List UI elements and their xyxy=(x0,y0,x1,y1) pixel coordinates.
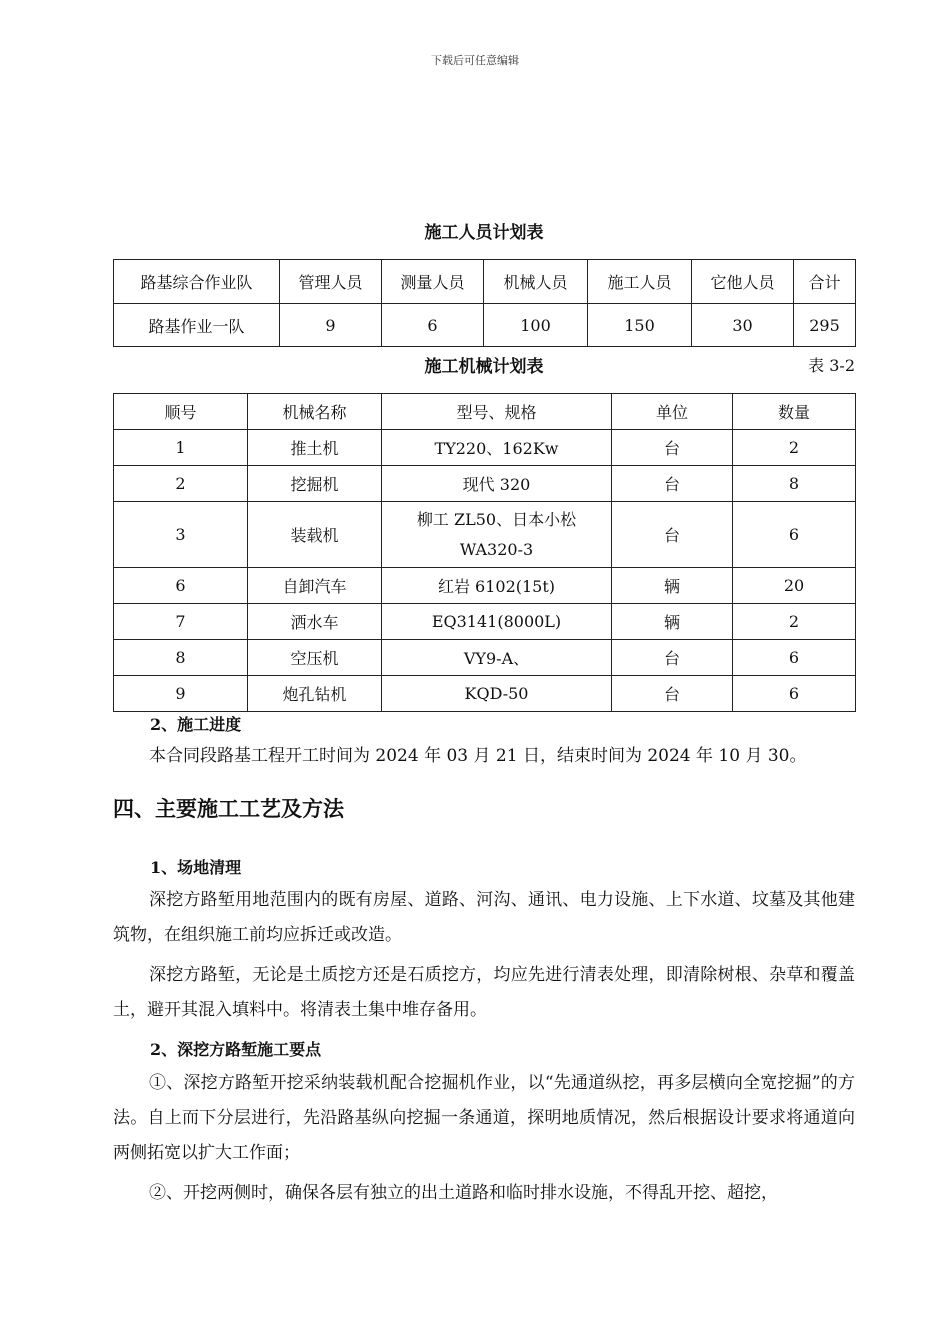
table-cell: 柳工 ZL50、日本小松 WA320-3 xyxy=(382,502,612,568)
table-cell: 6 xyxy=(733,502,856,568)
table-row xyxy=(114,430,856,466)
table-cell: 装载机 xyxy=(248,502,382,568)
table-cell: 30 xyxy=(692,304,794,347)
site-clearing-paragraph-1: 深挖方路堑用地范围内的既有房屋、道路、河沟、通讯、电力设施、上下水道、坟墓及其他建筑物，在组织施工前均应拆迁或改造。 xyxy=(113,890,855,945)
personnel-table xyxy=(113,259,856,347)
table-cell: 6 xyxy=(114,568,248,604)
table-cell: 6 xyxy=(733,676,856,712)
table-cell: 2 xyxy=(114,466,248,502)
header-cell: 数量 xyxy=(733,394,856,430)
table-row xyxy=(114,604,856,640)
table-cell: 辆 xyxy=(612,568,733,604)
cutting-paragraph-2: ②、开挖两侧时，确保各层有独立的出土道路和临时排水设施，不得乱开挖、超挖， xyxy=(149,1183,778,1203)
header-cell: 它他人员 xyxy=(692,260,794,304)
table-cell: TY220、162Kw xyxy=(382,430,612,466)
table-cell: 路基作业一队 xyxy=(114,304,280,347)
table-cell: 1 xyxy=(114,430,248,466)
cutting-heading: 2、深挖方路堑施工要点 xyxy=(150,1040,322,1059)
table-row xyxy=(114,568,856,604)
table-cell: 3 xyxy=(114,502,248,568)
progress-text: 本合同段路基工程开工时间为 2024 年 03 月 21 日，结束时间为 2024 年 10 月 30。 xyxy=(149,746,807,766)
header-cell: 施工人员 xyxy=(588,260,692,304)
header-cell: 机械人员 xyxy=(484,260,588,304)
table-row xyxy=(114,676,856,712)
table-cell: 洒水车 xyxy=(248,604,382,640)
header-cell: 路基综合作业队 xyxy=(114,260,280,304)
table-cell: 6 xyxy=(382,304,484,347)
machinery-table xyxy=(113,393,856,712)
table-cell: 8 xyxy=(114,640,248,676)
header-cell: 测量人员 xyxy=(382,260,484,304)
table-cell: VY9-A、 xyxy=(382,640,612,676)
table-cell: 台 xyxy=(612,466,733,502)
header-cell: 顺号 xyxy=(114,394,248,430)
machinery-table-title: 施工机械计划表 xyxy=(424,357,544,377)
table-cell: 9 xyxy=(114,676,248,712)
table-cell: 空压机 xyxy=(248,640,382,676)
table-cell: EQ3141(8000L) xyxy=(382,604,612,640)
header-cell: 合计 xyxy=(794,260,856,304)
header-cell: 单位 xyxy=(612,394,733,430)
table-cell: 295 xyxy=(794,304,856,347)
table-cell: 20 xyxy=(733,568,856,604)
header-cell: 机械名称 xyxy=(248,394,382,430)
table-row xyxy=(114,466,856,502)
table-cell: 150 xyxy=(588,304,692,347)
header-cell: 管理人员 xyxy=(280,260,382,304)
table-cell: 8 xyxy=(733,466,856,502)
table-cell: 红岩 6102(15t) xyxy=(382,568,612,604)
table-cell: 炮孔钻机 xyxy=(248,676,382,712)
table-cell: 6 xyxy=(733,640,856,676)
table-row xyxy=(114,304,856,347)
table-cell: 推土机 xyxy=(248,430,382,466)
table-cell: 辆 xyxy=(612,604,733,640)
site-clearing-paragraph-2: 深挖方路堑，无论是土质挖方还是石质挖方，均应先进行清表处理，即清除树根、杂草和覆盖土，避开其混入填料中。将清表土集中堆存备用。 xyxy=(113,965,855,1020)
cutting-paragraph-1: ①、深挖方路堑开挖采纳装载机配合挖掘机作业，以“先通道纵挖，再多层横向全宽挖掘”的方法。自上而下分层进行，先沿路基纵向挖掘一条通道，探明地质情况，然后根据设计要求将通道向两侧拓宽以扩大工作面； xyxy=(113,1073,855,1163)
table-cell: KQD-50 xyxy=(382,676,612,712)
table-cell: 自卸汽车 xyxy=(248,568,382,604)
section-heading: 四、主要施工工艺及方法 xyxy=(113,796,344,821)
table-row xyxy=(114,502,856,568)
header-cell: 型号、规格 xyxy=(382,394,612,430)
table-cell: 2 xyxy=(733,604,856,640)
table-cell: 现代 320 xyxy=(382,466,612,502)
site-clearing-heading: 1、场地清理 xyxy=(150,858,242,877)
table-number: 表 3-2 xyxy=(808,356,855,375)
progress-heading: 2、施工进度 xyxy=(150,715,242,734)
table-row xyxy=(114,640,856,676)
table-cell: 挖掘机 xyxy=(248,466,382,502)
table-cell: 7 xyxy=(114,604,248,640)
header-note: 下载后可任意编辑 xyxy=(431,54,519,67)
machinery-header-row xyxy=(114,394,856,430)
table-cell: 台 xyxy=(612,502,733,568)
table-cell: 100 xyxy=(484,304,588,347)
table-cell: 台 xyxy=(612,430,733,466)
personnel-table-title: 施工人员计划表 xyxy=(424,223,544,243)
table-cell: 2 xyxy=(733,430,856,466)
personnel-header-row xyxy=(114,260,856,304)
table-cell: 台 xyxy=(612,640,733,676)
table-cell: 台 xyxy=(612,676,733,712)
table-cell: 9 xyxy=(280,304,382,347)
